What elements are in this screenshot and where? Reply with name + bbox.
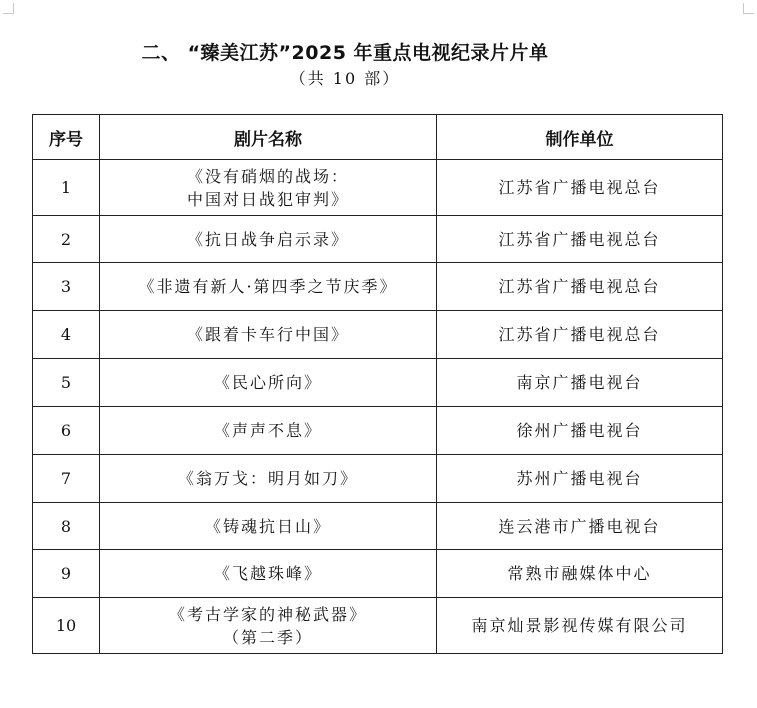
document-heading: 二、 “臻美江苏”2025 年重点电视纪录片片单 [141, 42, 549, 64]
title-line: 中国对日战犯审判》 [186, 189, 349, 209]
row-title [100, 216, 437, 263]
row-title [100, 311, 437, 359]
table-row [33, 311, 723, 359]
header-producer: 制作单位 [437, 115, 723, 160]
title-line: 《声声不息》 [213, 421, 322, 440]
row-producer: 南京广播电视台 [437, 359, 723, 407]
table-row [33, 407, 723, 455]
crop-mark-top-left [3, 3, 14, 14]
row-title [100, 407, 437, 455]
row-producer: 苏州广播电视台 [437, 455, 723, 503]
row-serial-number: 8 [33, 503, 100, 550]
row-title [100, 455, 437, 503]
row-title [100, 598, 437, 654]
header-serial-number: 序号 [33, 115, 100, 160]
row-serial-number: 1 [33, 160, 100, 216]
table-body [33, 160, 723, 654]
title-line: 《考古学家的神秘武器》 [168, 604, 367, 624]
title-line: 《没有硝烟的战场： [186, 166, 349, 186]
row-producer: 江苏省广播电视总台 [437, 311, 723, 359]
row-title [100, 263, 437, 311]
row-producer: 南京灿景影视传媒有限公司 [437, 598, 723, 654]
row-producer: 常熟市融媒体中心 [437, 550, 723, 598]
title-line: 《飞越珠峰》 [213, 564, 322, 583]
table-row [33, 550, 723, 598]
documentary-list-table [32, 114, 723, 654]
table-row [33, 263, 723, 311]
row-producer: 江苏省广播电视总台 [437, 216, 723, 263]
table-row [33, 160, 723, 216]
row-serial-number: 4 [33, 311, 100, 359]
title-line: 《抗日战争启示录》 [186, 229, 349, 249]
row-serial-number: 10 [33, 598, 100, 654]
row-serial-number: 6 [33, 407, 100, 455]
header-title: 剧片名称 [100, 115, 437, 160]
row-producer: 徐州广播电视台 [437, 407, 723, 455]
title-line: （第二季） [222, 627, 313, 647]
table-row [33, 503, 723, 550]
table-row [33, 216, 723, 263]
title-line: 《民心所向》 [213, 373, 322, 392]
row-title [100, 160, 437, 216]
table-row [33, 359, 723, 407]
table-row [33, 598, 723, 654]
row-title [100, 359, 437, 407]
title-line: 《非遗有新人·第四季之节庆季》 [138, 277, 398, 296]
title-line: 《铸魂抗日山》 [204, 516, 331, 536]
row-title [100, 503, 437, 550]
row-producer: 江苏省广播电视总台 [437, 263, 723, 311]
row-producer: 江苏省广播电视总台 [437, 160, 723, 216]
row-serial-number: 9 [33, 550, 100, 598]
table-row [33, 455, 723, 503]
title-line: 《翁万戈：明月如刀》 [177, 469, 358, 488]
row-serial-number: 5 [33, 359, 100, 407]
row-title [100, 550, 437, 598]
table-header-row [33, 115, 723, 160]
row-serial-number: 2 [33, 216, 100, 263]
row-serial-number: 3 [33, 263, 100, 311]
row-serial-number: 7 [33, 455, 100, 503]
crop-mark-top-right [743, 3, 754, 14]
title-line: 《跟着卡车行中国》 [186, 325, 349, 344]
row-producer: 连云港市广播电视台 [437, 503, 723, 550]
document-subheading: （共 10 部） [289, 69, 401, 88]
